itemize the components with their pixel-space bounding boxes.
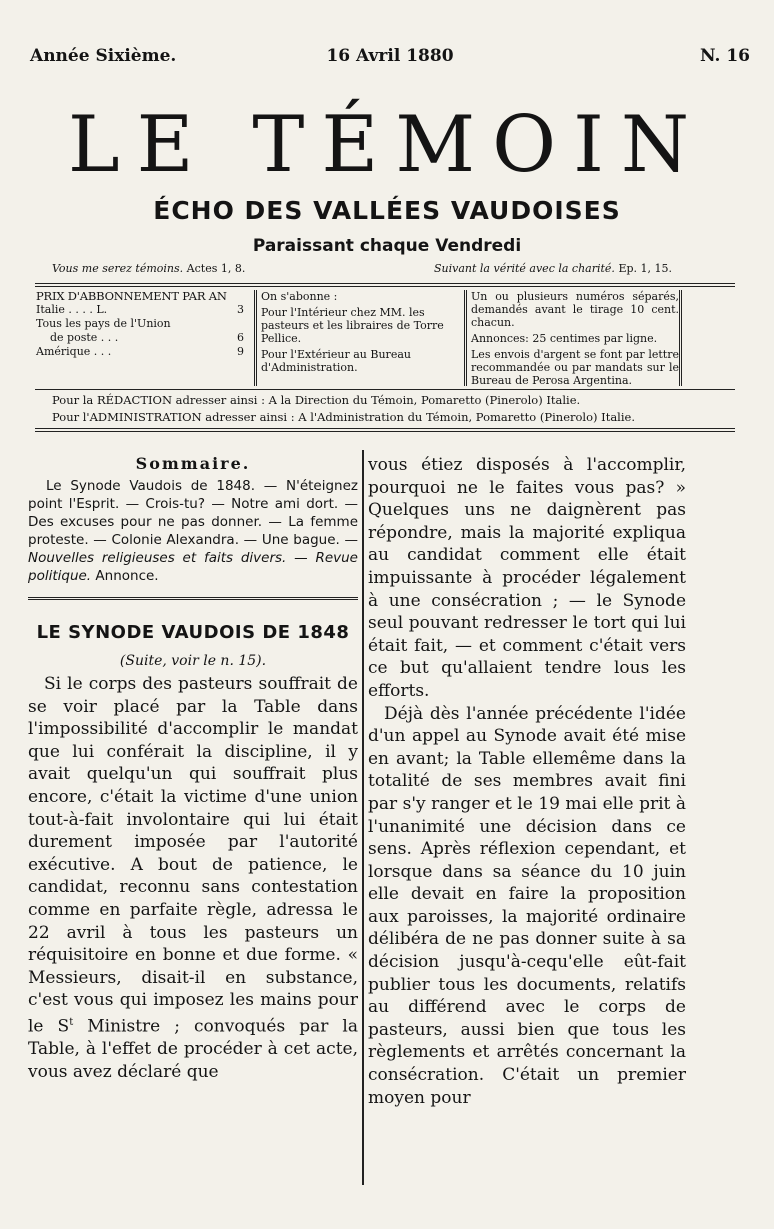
mottos	[52, 262, 672, 278]
price-value: 6	[237, 331, 244, 344]
article-paragraph: Déjà dès l'année précédente l'idée d'un appel au Synode avait été mise en avant; la Table ellemême dans la totalité de ses membres avait fini par s'y ranger et le 19 mai elle prit à l'unanimité une décision dans ce sens. Après réflexion cependant, et lorsque dans sa séance du 10 juin elle devait en faire la proposition aux paroisses, la majorité ordinaire délibéra de ne pas donner suite à sa décision jusqu'à-cequ'elle eût-fait publier tous les documents, relatifs au différend avec le corps de pasteurs, aussi bien que tous les règlements et arrêtés concernant la consécration. C'était un premier moyen pour	[368, 703, 686, 1108]
subscribe-exterior: Pour l'Extérieur au Bureau d'Administration.	[261, 348, 411, 374]
price-row	[36, 345, 248, 359]
price-row	[36, 303, 248, 317]
article-continuation: (Suite, voir le n. 15).	[119, 653, 267, 669]
price-row	[36, 331, 248, 345]
price-label: Tous les pays de l'Union	[36, 317, 171, 330]
administration-address: Pour l'ADMINISTRATION adresser ainsi : A l'Administration du Témoin, Pomaretto (Pinerolo) Italie.	[52, 410, 635, 424]
subscription-box	[36, 290, 682, 386]
sommaire-items-italic: Nouvelles religieuses et faits divers. — Revue politique.	[28, 550, 358, 584]
price-value: 3	[237, 303, 244, 316]
article-paragraph	[28, 673, 358, 1083]
price-row	[36, 317, 248, 331]
section-divider	[28, 597, 358, 600]
divider	[35, 428, 735, 429]
article-paragraph: vous étiez disposés à l'accomplir, pourquoi ne le faites vous pas? » Quelques uns ne daignèrent pas répondre, mais la majorité expliqua au candidat comment elle était impuissante à procéder légalement à une consécration ; — le Synode seul pouvant redresser le tort qui lui était fait, — et comment c'était vers ce but qu'allaient tendre lous les efforts.	[368, 455, 686, 701]
article-body-right	[368, 454, 686, 1109]
motto-right-ref: Ep. 1, 15.	[618, 262, 672, 275]
sommaire-text	[28, 477, 358, 585]
redaction-address: Pour la RÉDACTION adresser ainsi : A la Direction du Témoin, Pomaretto (Pinerolo) Italie.	[52, 393, 581, 407]
article-body-left	[28, 673, 358, 1083]
divider	[35, 389, 735, 390]
subscribe-heading: On s'abonne :	[261, 290, 338, 303]
column-divider	[362, 450, 364, 1185]
subscription-prices	[36, 290, 248, 386]
price-value: 9	[237, 345, 244, 358]
year-label: Année Sixième.	[30, 46, 177, 66]
issue-date: 16 Avril 1880	[326, 46, 454, 66]
motto-left	[52, 262, 245, 275]
right-column	[368, 454, 686, 1109]
sommaire-items: Le Synode Vaudois de 1848. — N'éteignez point l'Esprit. — Crois-tu? — Notre ami dort. — Des excuses pour ne pas donner. — La femme proteste. — Colonie Alexandra. — Une bague. —	[28, 478, 358, 548]
divider	[35, 286, 735, 287]
divider	[35, 431, 735, 432]
motto-right-text: Suivant la vérité avec la charité.	[434, 262, 615, 275]
article-title: LE SYNODE VAUDOIS DE 1848	[36, 622, 350, 643]
divider	[35, 283, 735, 284]
subscription-notes	[464, 290, 682, 386]
paragraph-text: Si le corps des pasteurs souffrait de se voir placé par la Table dans l'impossibilité d'accomplir le mandat que lui conférait la discipline, il y avait quelqu'un qui souffrait plus encore, c'était la victime d'une union tout-à-fait involontaire qui lui était durement imposée par l'autorité exécutive. A bout de patience, le candidat, reconnu sans contestation comme en parfaite règle, adressa le 22 avril à tous les pasteurs un réquisitoire en bonne et due forme. « Messieurs, disait-il en substance, c'est vous qui imposez les mains pour le S	[28, 674, 358, 1037]
tagline: Paraissant chaque Vendredi	[252, 236, 522, 256]
address-info	[52, 392, 712, 426]
subscription-where	[254, 290, 460, 386]
single-issue-note: Un ou plusieurs numéros séparés, demandés avant le tirage 10 cent. chacun.	[471, 290, 679, 329]
subscription-heading: PRIX D'ABBONNEMENT PAR AN	[36, 289, 227, 303]
sommaire-end: Annonce.	[95, 568, 159, 584]
price-label: Italie . . . . L.	[36, 303, 108, 316]
masthead-subtitle: ÉCHO DES VALLÉES VAUDOISES	[153, 196, 621, 225]
motto-left-text: Vous me serez témoins.	[52, 262, 184, 275]
issue-number: N. 16	[700, 46, 750, 66]
subscribe-interior: Pour l'Intérieur chez MM. les pasteurs et les libraires de Torre Pellice.	[261, 306, 444, 345]
paragraph-text-end: Ministre ; convoqués par la Table, à l'effet de procéder à cet acte, vous avez déclaré que	[28, 1016, 358, 1082]
superscript: t	[69, 1016, 74, 1028]
masthead-title: LE TÉMOIN	[67, 100, 707, 190]
price-label: Amérique . . .	[36, 345, 112, 358]
motto-left-ref: Actes 1, 8.	[186, 262, 246, 275]
header-line	[30, 46, 750, 72]
left-column	[28, 454, 358, 1083]
sommaire-title: Sommaire.	[135, 454, 251, 473]
ads-note: Annonces: 25 centimes par ligne.	[471, 332, 658, 345]
money-note: Les envois d'argent se font par lettre recommandée ou par mandats sur le Bureau de Perosa Argentina.	[471, 348, 679, 387]
price-label: de poste . . .	[50, 331, 119, 344]
motto-right	[434, 262, 672, 275]
